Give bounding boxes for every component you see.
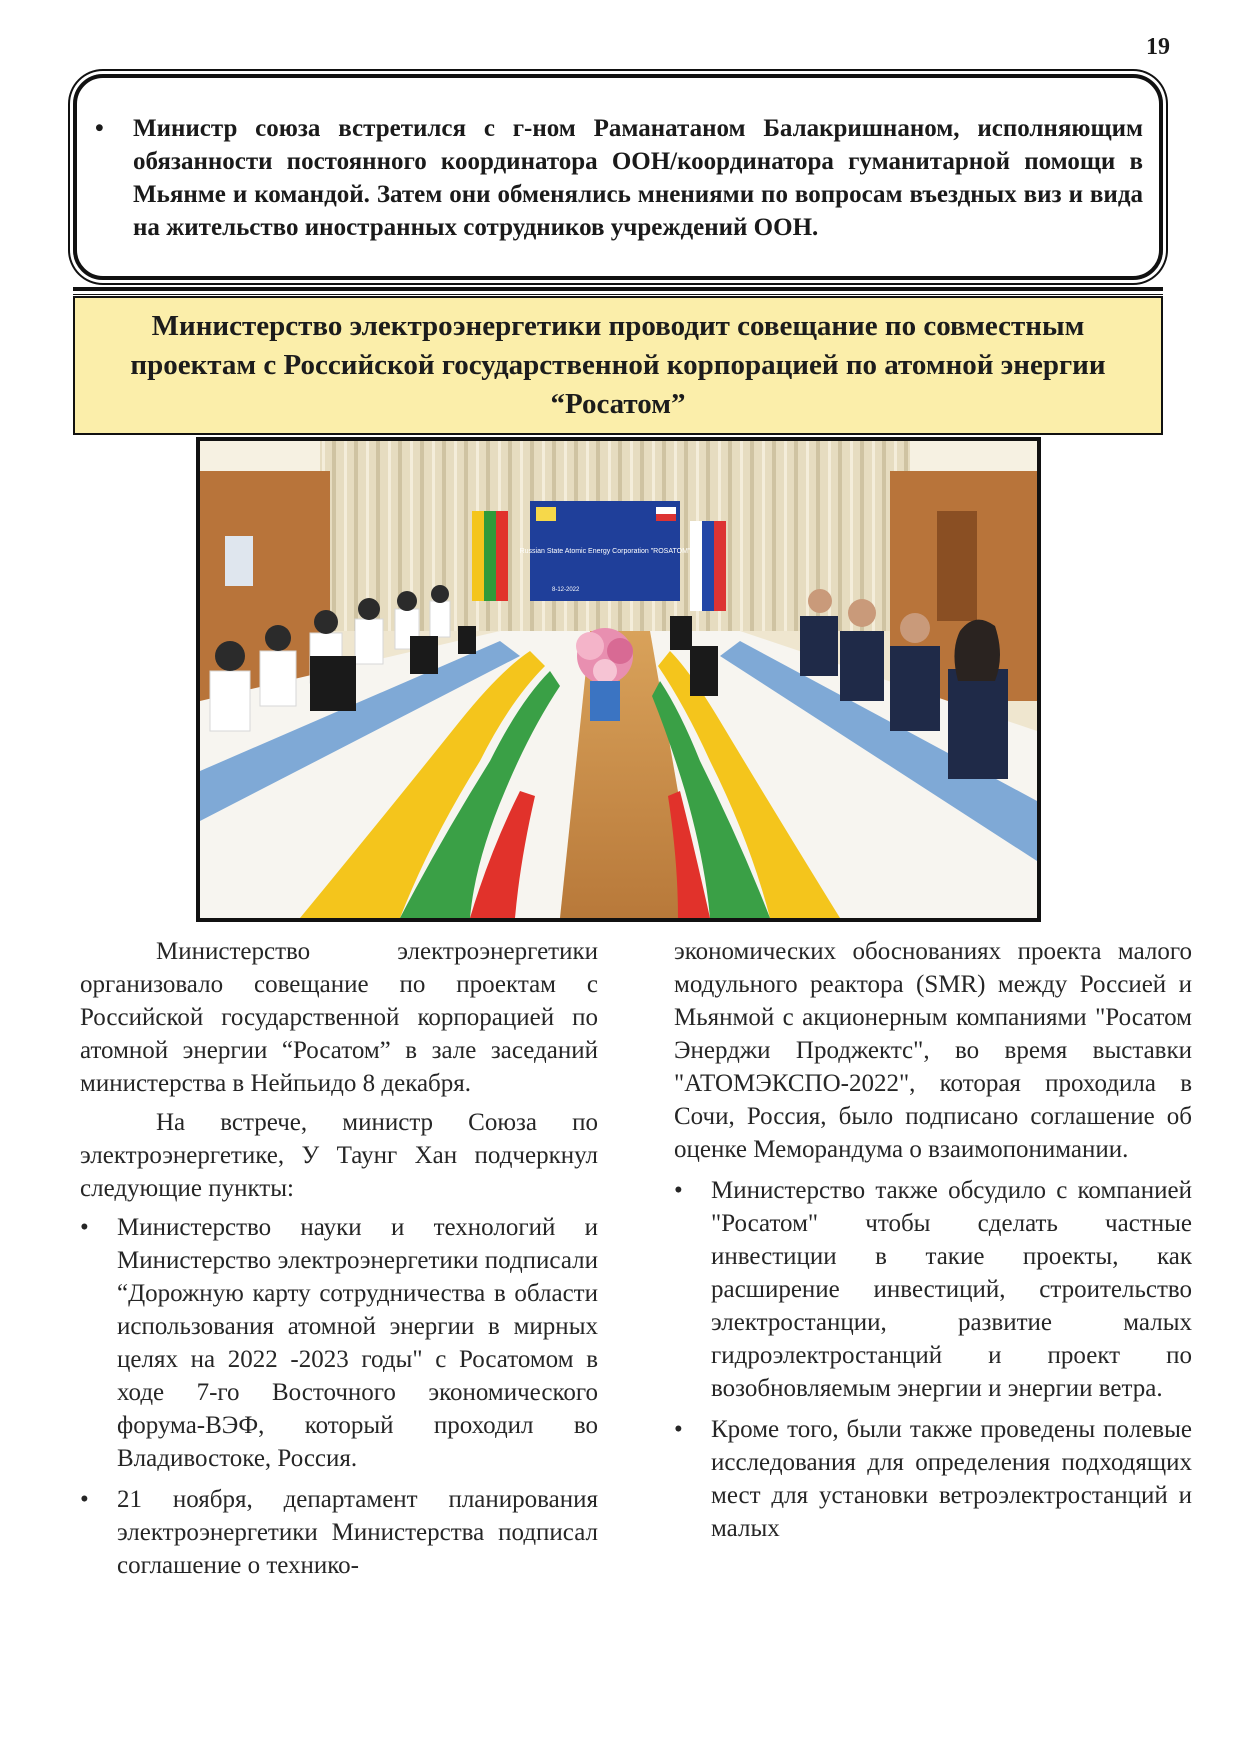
headline-banner — [73, 296, 1163, 435]
article-bullet: • Министерство также обсудило с компанией "Росатом" чтобы сделать частные инвестиции в такие проекты, как расширение инвестиций, строительство электростанции, развитие малых гидроэлектростанций и проект по возобновляемым энергии и энергии ветра. — [674, 1174, 1192, 1405]
banner-text: Russian State Atomic Energy Corporation "ROSATOM" — [519, 548, 691, 555]
info-box — [73, 74, 1163, 280]
headline-line-3: “Росатом” — [550, 388, 686, 420]
banner-date: 8-12-2022 — [552, 587, 580, 593]
article-paragraph: Министерство электроэнергетики организовало совещание по проектам с Российской государственной корпорацией по атомной энергии “Росатом” в зале заседаний министерства в Нейпьидо 8 декабря. — [80, 938, 598, 1097]
headline-line-1: Министерство электроэнергетики проводит совещание по совместным — [151, 310, 1085, 342]
article-paragraph: На встрече, министр Союза по электроэнергетике, У Таунг Хан подчеркнул следующие пункты: — [80, 1109, 598, 1202]
info-box-item: • Министр союза встретился с г-ном Раманатаном Балакришнаном, исполняющим обязанности постоянного координатора ООН/координатора гуманитарной помощи в Мьянме и командой. Затем они обменялись мнениями по вопросам въездных виз и вида на жительство иностранных сотрудников учреждений ООН. — [93, 112, 1143, 244]
article-column-left — [80, 935, 598, 1590]
meeting-photo — [196, 437, 1041, 922]
info-box-list — [93, 112, 1143, 244]
divider-thin — [73, 294, 1163, 295]
headline-line-2: проектам с Российской государственной корпорацией по атомной энергии — [130, 349, 1106, 381]
article-bullet-list — [674, 935, 1192, 1545]
article-column-right — [674, 935, 1192, 1553]
article-bullet: • Министерство науки и технологий и Министерство электроэнергетики подписали “Дорожную карту сотрудничества в области использования атомной энергии в мирных целях на 2022 -2023 годы" с Росатомом в ходе 7-го Восточного экономического форума-ВЭФ, который проходил во Владивостоке, Россия. — [80, 1211, 598, 1475]
page-number: 19 — [1146, 34, 1170, 60]
article-bullet: • Кроме того, были также проведены полевые исследования для определения подходящих мест для установки ветроэлектростанций и малых — [674, 1413, 1192, 1545]
article-bullet: • 21 ноября, департамент планирования электроэнергетики Министерства подписал соглашение о технико- — [80, 1483, 598, 1582]
article-bullet-continuation — [674, 935, 1192, 1166]
meeting-photo-illustration — [200, 441, 1037, 918]
article-bullet-list — [80, 1211, 598, 1582]
divider-thick — [73, 287, 1163, 291]
bullet-continuation-text: экономических обоснованиях проекта малого модульного реактора (SMR) между Россией и Мьянмой с акционерным компаниями "Росатом Энерджи Проджектс", во время выставки "АТОМЭКСПО-2022", которая проходила в Сочи, Россия, было подписано соглашение об оценке Меморандума о взаимопонимании. — [674, 938, 1192, 1163]
headline — [116, 307, 1119, 424]
